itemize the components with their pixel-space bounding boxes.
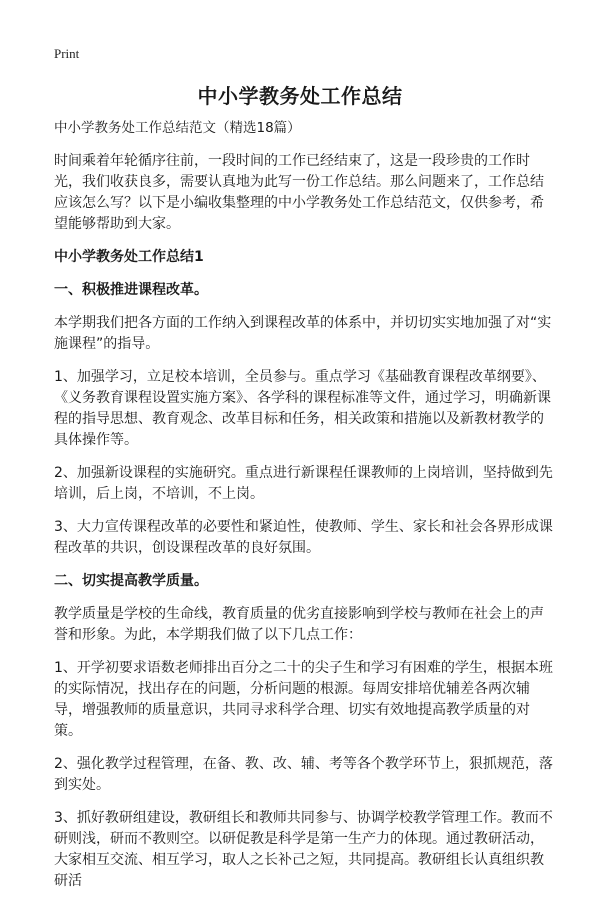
- section-heading-2: 二、切实提高教学质量。: [54, 573, 208, 589]
- article-subtitle: 中小学教务处工作总结范文（精选18篇）: [54, 120, 301, 136]
- paragraph: 本学期我们把各方面的工作纳入到课程改革的体系中，并切切实实地加强了对“实施课程”的指导。: [54, 315, 552, 352]
- paragraph: 教学质量是学校的生命线，教育质量的优劣直接影响到学校与教师在社会上的声誉和形象。为此，本学期我们做了以下几点工作：: [54, 606, 544, 643]
- paragraph: 3、抓好教研组建设，教研组长和教师共同参与、协调学校教学管理工作。教而不研则浅，研而不教则空。以研促教是科学是第一生产力的体现。通过教研活动，大家相互交流、相互学习，取人之长补己之短，共同提高。教研组长认真组织教研活: [54, 810, 553, 889]
- section-title: 中小学教务处工作总结1: [54, 249, 204, 265]
- paragraph: 1、开学初要求语数老师排出百分之二十的尖子生和学习有困难的学生，根据本班的实际情况，找出存在的问题，分析问题的根源。每周安排培优辅差各两次辅导，增强教师的质量意识，共同寻求科学合理、切实有效地提高教学质量的对策。: [54, 660, 553, 739]
- paragraph: 1、加强学习，立足校本培训，全员参与。重点学习《基础教育课程改革纲要》、《义务教育课程设置实施方案》、各学科的课程标准等文件，通过学习，明确新课程的指导思想、教育观念、改革目标和任务，相关政策和措施以及新教材教学的具体操作等。: [54, 369, 551, 448]
- print-link[interactable]: Print: [54, 46, 80, 61]
- section-heading-1: 一、积极推进课程改革。: [54, 282, 208, 298]
- page-title: 中小学教务处工作总结: [197, 84, 403, 108]
- paragraph: 3、大力宣传课程改革的必要性和紧迫性，使教师、学生、家长和社会各界形成课程改革的共识，创设课程改革的良好氛围。: [54, 519, 553, 556]
- intro-paragraph: 时间乘着年轮循序往前，一段时间的工作已经结束了，这是一段珍贵的工作时光，我们收获良多，需要认真地为此写一份工作总结。那么问题来了，工作总结应该怎么写？以下是小编收集整理的中小学教务处工作总结范文，仅供参考，希望能够帮助到大家。: [54, 153, 544, 232]
- paragraph: 2、加强新设课程的实施研究。重点进行新课程任课教师的上岗培训，坚持做到先培训，后上岗，不培训，不上岗。: [54, 465, 553, 502]
- article-body: [54, 118, 554, 904]
- paragraph: 2、强化教学过程管理，在备、教、改、辅、考等各个教学环节上，狠抓规范，落到实处。: [54, 756, 553, 793]
